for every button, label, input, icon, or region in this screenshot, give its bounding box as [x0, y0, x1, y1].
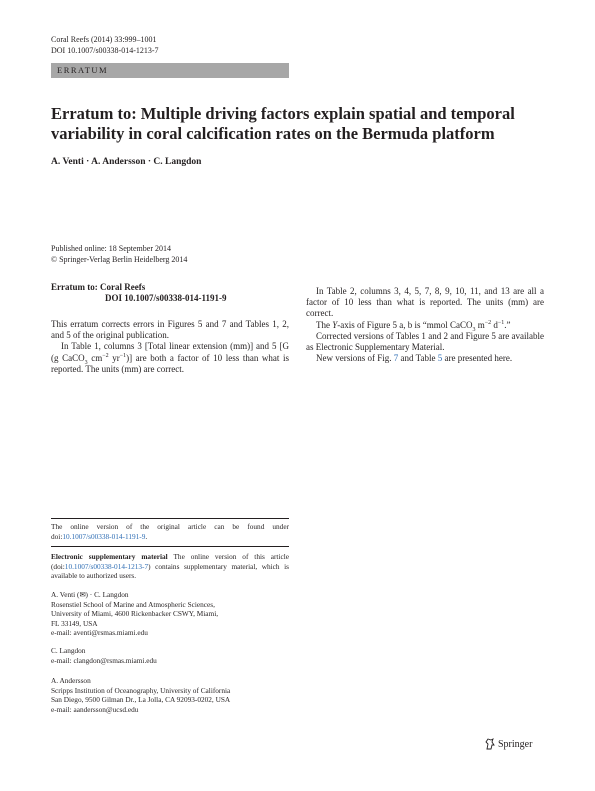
publisher-logo [485, 738, 532, 750]
copyright-line: © Springer-Verlag Berlin Heidelberg 2014 [51, 255, 188, 264]
author-list: A. Venti · A. Andersson · C. Langdon [51, 157, 202, 167]
published-date: Published online: 18 September 2014 [51, 244, 171, 253]
figure-7-link[interactable]: 7 [393, 353, 399, 364]
email-langdon[interactable]: e-mail: clangdon@rsmas.miami.edu [51, 655, 157, 665]
footnote-rule [51, 518, 289, 519]
right-column [306, 286, 544, 364]
original-article-note: The online version of the original article can be found under doi:10.1007/s00338-014-1191-9. [51, 522, 289, 541]
left-paragraph-2: In Table 1, columns 3 [Total linear extension (mm)] and 5 [G (g CaCO$_3$ $cm^{-2}$ $yr^{-1}$)] are both a factor of 10 less than what is reported. The units (mm) are correct. [51, 341, 290, 374]
erratum-heading-line2: DOI 10.1007/s00338-014-1191-9 [105, 293, 227, 303]
erratum-heading [51, 282, 289, 304]
article-type-label: ERRATUM [57, 65, 109, 75]
right-paragraph-2: The Y-axis of Figure 5 a, b is “mmol CaCO$_3$ $m^{-2}$ $d^{-1}$.” [316, 319, 511, 333]
email-andersson[interactable]: e-mail: aandersson@ucsd.edu [51, 704, 139, 714]
esm-note: Electronic supplementary material The online version of this article (doi:10.1007/s00338-014-1213-7) contains supplementary material, which is available to authorized users. [51, 552, 289, 581]
publisher-name: Springer [498, 738, 533, 750]
original-doi-link[interactable]: 10.1007/s00338-014-1191-9 [62, 531, 146, 541]
esm-label: Electronic supplementary material [51, 552, 168, 561]
right-paragraph-4: New versions of Fig. 7 and Table 5 are presented here. [316, 353, 513, 364]
running-header [51, 34, 159, 56]
affiliation-venti: A. Venti (✉) · C. Langdon Rosenstiel School of Marine and Atmospheric Sciences, University of Miami, 4600 Rickenbacker CSWY, Miami, FL 33149, USA e-mail: aventi@rsmas.miami.edu [51, 590, 219, 638]
esm-doi-link[interactable]: 10.1007/s00338-014-1213-7 [64, 561, 149, 571]
email-venti[interactable]: e-mail: aventi@rsmas.miami.edu [51, 628, 148, 638]
table-5-link[interactable]: 5 [437, 353, 443, 364]
article-title: Erratum to: Multiple driving factors explain spatial and temporal variability in coral calcification rates on the Bermuda platform [51, 104, 515, 143]
erratum-heading-line1: Erratum to: Coral Reefs [51, 282, 146, 292]
article-type-band [51, 63, 289, 78]
right-paragraph-3: Corrected versions of Tables 1 and 2 and Figure 5 are available as Electronic Supplementary Material. [306, 330, 544, 353]
publication-info [51, 243, 187, 265]
footnote-rule-2 [51, 546, 289, 547]
right-paragraph-1: In Table 2, columns 3, 4, 5, 7, 8, 9, 10, 11, and 13 are all a factor of 10 less than what is reported. The units (mm) are correct. [306, 286, 544, 319]
left-column [51, 282, 289, 375]
springer-horse-icon [485, 738, 495, 750]
left-paragraph-1: This erratum corrects errors in Figures 5 and 7 and Tables 1, 2, and 5 of the original publication. [51, 319, 289, 341]
affiliation-langdon: C. Langdon e-mail: clangdon@rsmas.miami.edu [51, 646, 157, 665]
affiliation-andersson: A. Andersson Scripps Institution of Oceanography, University of California San Diego, 9500 Gilman Dr., La Jolla, CA 92093-0202, USA e-mail: aandersson@ucsd.edu [51, 676, 231, 714]
article-doi: DOI 10.1007/s00338-014-1213-7 [51, 46, 159, 55]
journal-citation: Coral Reefs (2014) 33:999–1001 [51, 35, 157, 44]
